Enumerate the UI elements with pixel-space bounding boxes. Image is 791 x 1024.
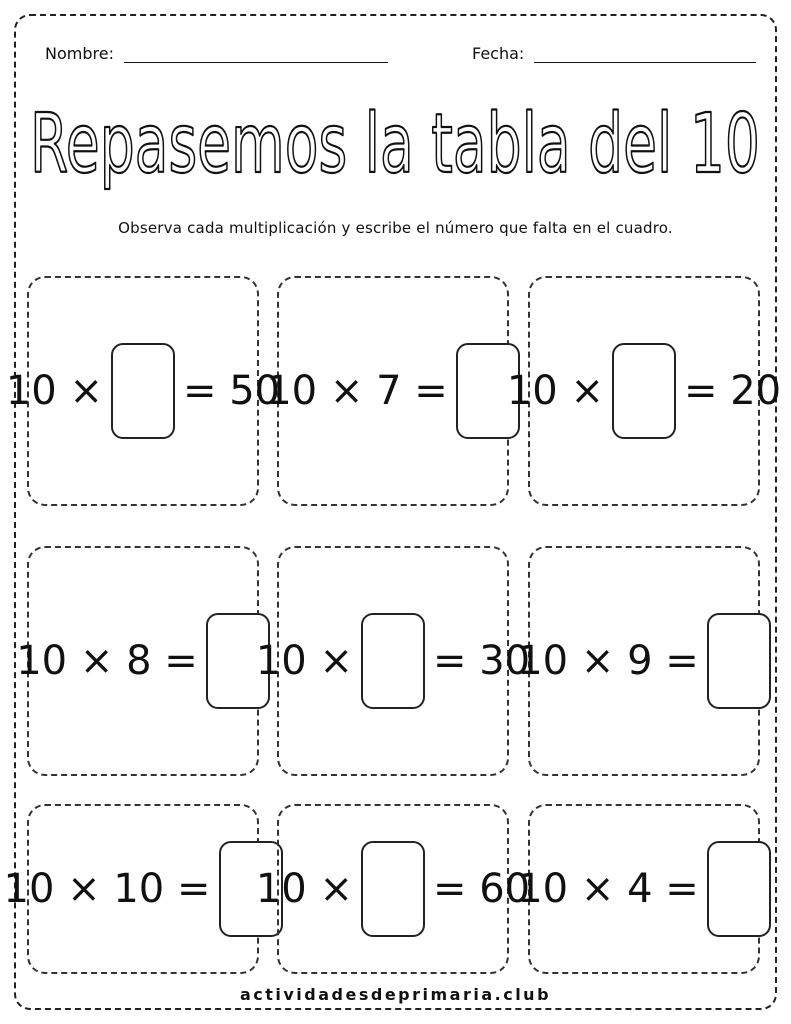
equation-left: 10 × 10 =	[3, 866, 211, 912]
problem-card	[506, 276, 782, 506]
equation	[517, 841, 771, 937]
answer-box[interactable]	[612, 343, 676, 439]
problem-card	[5, 276, 281, 506]
answer-box[interactable]	[361, 841, 425, 937]
answer-box[interactable]	[361, 613, 425, 709]
equation-right: = 60	[433, 866, 531, 912]
equation-right: = 30	[433, 638, 531, 684]
equation	[266, 343, 520, 439]
answer-box[interactable]	[707, 841, 771, 937]
equation-right: = 20	[684, 368, 782, 414]
name-field[interactable]	[45, 44, 388, 63]
problem-card	[3, 804, 259, 974]
answer-box[interactable]	[707, 613, 771, 709]
equation	[256, 841, 530, 937]
equation-left: 10 ×	[255, 866, 353, 912]
date-field[interactable]	[472, 44, 756, 63]
page-title	[20, 84, 771, 194]
name-line[interactable]	[124, 44, 388, 63]
equation	[4, 841, 283, 937]
footer-website: actividadesdeprimaria.club	[239, 985, 552, 1004]
equation-left: 10 × 8 =	[16, 638, 198, 684]
problem-card	[517, 804, 760, 974]
answer-box[interactable]	[111, 343, 175, 439]
equation	[256, 613, 530, 709]
problem-card	[255, 804, 531, 974]
equation	[517, 613, 771, 709]
instructions: Observa cada multiplicación y escribe el número que falta en el cuadro.	[118, 219, 673, 237]
page-title-text: Repasemos la tabla del 10	[30, 97, 761, 192]
equation-left: 10 × 7 =	[266, 368, 448, 414]
equation-left: 10 × 9 =	[517, 638, 699, 684]
equation	[507, 343, 781, 439]
equation-left: 10 ×	[5, 368, 103, 414]
equation-left: 10 × 4 =	[517, 866, 699, 912]
date-line[interactable]	[534, 44, 756, 63]
problem-card	[16, 546, 259, 776]
equation	[16, 613, 270, 709]
equation-left: 10 ×	[255, 638, 353, 684]
problem-card	[255, 546, 531, 776]
equation	[6, 343, 280, 439]
date-label: Fecha:	[472, 44, 525, 63]
equation-right: = 50	[183, 368, 281, 414]
name-label: Nombre:	[45, 44, 114, 63]
problem-card	[266, 276, 509, 506]
problem-card	[517, 546, 760, 776]
equation-left: 10 ×	[506, 368, 604, 414]
